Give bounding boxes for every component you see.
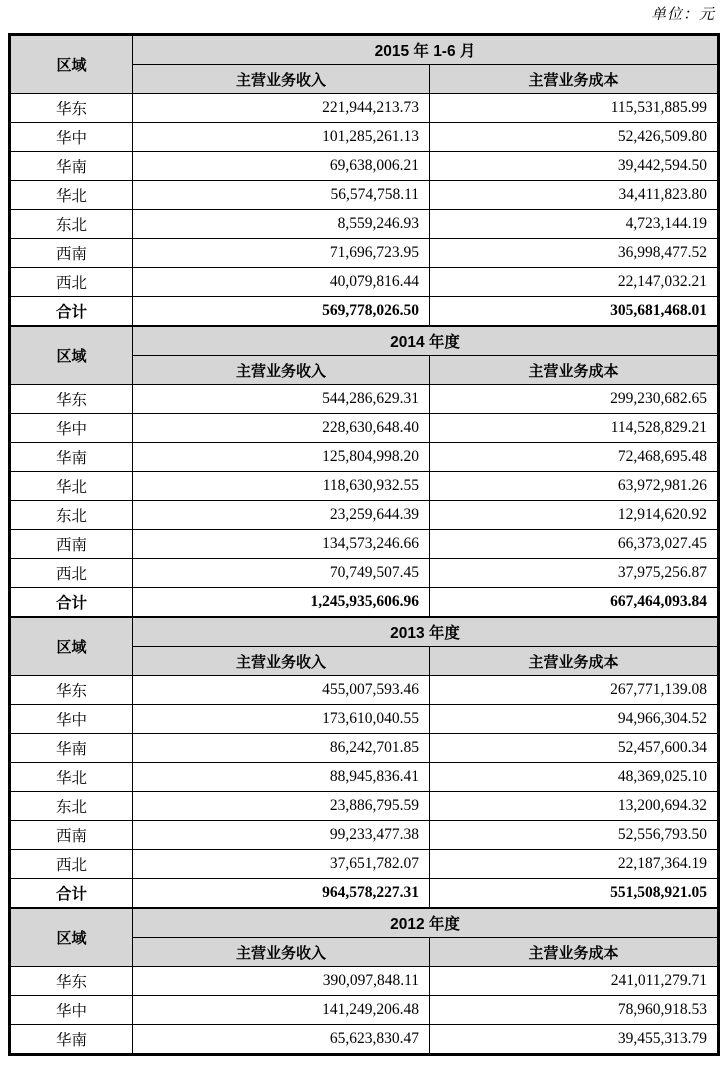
region-cell: 东北 xyxy=(10,501,133,530)
region-cell: 华北 xyxy=(10,472,133,501)
cost-cell: 63,972,981.26 xyxy=(430,472,719,501)
revenue-cell: 86,242,701.85 xyxy=(133,734,430,763)
cost-cell: 22,187,364.19 xyxy=(430,850,719,879)
cost-column-header: 主营业务成本 xyxy=(430,356,719,385)
region-cell: 华中 xyxy=(10,123,133,152)
data-row xyxy=(10,239,719,268)
region-cell: 西南 xyxy=(10,821,133,850)
cost-cell: 34,411,823.80 xyxy=(430,181,719,210)
period-header: 2013 年度 xyxy=(133,617,719,647)
data-row xyxy=(10,385,719,414)
cost-column-header: 主营业务成本 xyxy=(430,647,719,676)
revenue-cell: 228,630,648.40 xyxy=(133,414,430,443)
cost-cell: 52,426,509.80 xyxy=(430,123,719,152)
region-cell: 西南 xyxy=(10,530,133,559)
total-row xyxy=(10,879,719,909)
data-row xyxy=(10,94,719,123)
cost-cell: 12,914,620.92 xyxy=(430,501,719,530)
revenue-cell: 544,286,629.31 xyxy=(133,385,430,414)
revenue-column-header: 主营业务收入 xyxy=(133,65,430,94)
cost-cell: 115,531,885.99 xyxy=(430,94,719,123)
revenue-cell: 71,696,723.95 xyxy=(133,239,430,268)
cost-cell: 551,508,921.05 xyxy=(430,879,719,909)
data-row xyxy=(10,1025,719,1055)
section-header-row xyxy=(10,617,719,647)
region-cell: 东北 xyxy=(10,210,133,239)
revenue-cell: 88,945,836.41 xyxy=(133,763,430,792)
regions-table-body xyxy=(10,35,719,1055)
revenue-cell: 101,285,261.13 xyxy=(133,123,430,152)
regional-financials-table xyxy=(8,33,720,1056)
period-header: 2015 年 1-6 月 xyxy=(133,35,719,65)
period-header: 2012 年度 xyxy=(133,908,719,938)
region-cell: 合计 xyxy=(10,588,133,618)
revenue-cell: 221,944,213.73 xyxy=(133,94,430,123)
section-header-row xyxy=(10,326,719,356)
region-cell: 华中 xyxy=(10,996,133,1025)
cost-cell: 94,966,304.52 xyxy=(430,705,719,734)
revenue-cell: 118,630,932.55 xyxy=(133,472,430,501)
revenue-cell: 141,249,206.48 xyxy=(133,996,430,1025)
revenue-cell: 37,651,782.07 xyxy=(133,850,430,879)
cost-cell: 4,723,144.19 xyxy=(430,210,719,239)
cost-cell: 114,528,829.21 xyxy=(430,414,719,443)
data-row xyxy=(10,792,719,821)
revenue-cell: 70,749,507.45 xyxy=(133,559,430,588)
cost-column-header: 主营业务成本 xyxy=(430,938,719,967)
total-row xyxy=(10,297,719,327)
cost-cell: 66,373,027.45 xyxy=(430,530,719,559)
cost-cell: 48,369,025.10 xyxy=(430,763,719,792)
cost-cell: 305,681,468.01 xyxy=(430,297,719,327)
cost-cell: 267,771,139.08 xyxy=(430,676,719,705)
region-column-header: 区域 xyxy=(10,326,133,385)
cost-cell: 299,230,682.65 xyxy=(430,385,719,414)
revenue-cell: 964,578,227.31 xyxy=(133,879,430,909)
cost-cell: 78,960,918.53 xyxy=(430,996,719,1025)
revenue-cell: 69,638,006.21 xyxy=(133,152,430,181)
region-cell: 东北 xyxy=(10,792,133,821)
data-row xyxy=(10,734,719,763)
revenue-cell: 125,804,998.20 xyxy=(133,443,430,472)
data-row xyxy=(10,268,719,297)
data-row xyxy=(10,443,719,472)
region-cell: 华中 xyxy=(10,705,133,734)
data-row xyxy=(10,123,719,152)
cost-cell: 39,442,594.50 xyxy=(430,152,719,181)
data-row xyxy=(10,414,719,443)
cost-cell: 13,200,694.32 xyxy=(430,792,719,821)
cost-cell: 72,468,695.48 xyxy=(430,443,719,472)
cost-cell: 37,975,256.87 xyxy=(430,559,719,588)
region-cell: 华东 xyxy=(10,385,133,414)
region-cell: 西南 xyxy=(10,239,133,268)
cost-cell: 667,464,093.84 xyxy=(430,588,719,618)
section-header-row xyxy=(10,908,719,938)
region-cell: 西北 xyxy=(10,268,133,297)
data-row xyxy=(10,181,719,210)
cost-cell: 52,457,600.34 xyxy=(430,734,719,763)
data-row xyxy=(10,821,719,850)
region-cell: 华中 xyxy=(10,414,133,443)
revenue-cell: 23,259,644.39 xyxy=(133,501,430,530)
region-cell: 华东 xyxy=(10,676,133,705)
region-cell: 华北 xyxy=(10,763,133,792)
region-cell: 合计 xyxy=(10,297,133,327)
data-row xyxy=(10,763,719,792)
region-cell: 华南 xyxy=(10,734,133,763)
revenue-cell: 40,079,816.44 xyxy=(133,268,430,297)
revenue-cell: 1,245,935,606.96 xyxy=(133,588,430,618)
region-column-header: 区域 xyxy=(10,35,133,94)
cost-cell: 36,998,477.52 xyxy=(430,239,719,268)
revenue-cell: 65,623,830.47 xyxy=(133,1025,430,1055)
region-cell: 西北 xyxy=(10,850,133,879)
cost-cell: 39,455,313.79 xyxy=(430,1025,719,1055)
revenue-cell: 99,233,477.38 xyxy=(133,821,430,850)
cost-cell: 241,011,279.71 xyxy=(430,967,719,996)
region-cell: 华南 xyxy=(10,152,133,181)
region-cell: 华东 xyxy=(10,967,133,996)
region-cell: 华南 xyxy=(10,443,133,472)
revenue-column-header: 主营业务收入 xyxy=(133,647,430,676)
data-row xyxy=(10,967,719,996)
data-row xyxy=(10,850,719,879)
revenue-cell: 390,097,848.11 xyxy=(133,967,430,996)
region-cell: 华东 xyxy=(10,94,133,123)
data-row xyxy=(10,705,719,734)
revenue-cell: 23,886,795.59 xyxy=(133,792,430,821)
data-row xyxy=(10,996,719,1025)
region-cell: 西北 xyxy=(10,559,133,588)
period-header: 2014 年度 xyxy=(133,326,719,356)
revenue-column-header: 主营业务收入 xyxy=(133,938,430,967)
region-cell: 华南 xyxy=(10,1025,133,1055)
data-row xyxy=(10,152,719,181)
cost-column-header: 主营业务成本 xyxy=(430,65,719,94)
revenue-cell: 56,574,758.11 xyxy=(133,181,430,210)
region-column-header: 区域 xyxy=(10,908,133,967)
data-row xyxy=(10,676,719,705)
section-header-row xyxy=(10,35,719,65)
data-row xyxy=(10,559,719,588)
revenue-cell: 173,610,040.55 xyxy=(133,705,430,734)
total-row xyxy=(10,588,719,618)
data-row xyxy=(10,210,719,239)
data-row xyxy=(10,530,719,559)
region-cell: 合计 xyxy=(10,879,133,909)
revenue-column-header: 主营业务收入 xyxy=(133,356,430,385)
cost-cell: 22,147,032.21 xyxy=(430,268,719,297)
revenue-cell: 8,559,246.93 xyxy=(133,210,430,239)
region-cell: 华北 xyxy=(10,181,133,210)
data-row xyxy=(10,501,719,530)
unit-label: 单位：元 xyxy=(650,7,715,23)
region-column-header: 区域 xyxy=(10,617,133,676)
cost-cell: 52,556,793.50 xyxy=(430,821,719,850)
revenue-cell: 134,573,246.66 xyxy=(133,530,430,559)
revenue-cell: 569,778,026.50 xyxy=(133,297,430,327)
data-row xyxy=(10,472,719,501)
revenue-cell: 455,007,593.46 xyxy=(133,676,430,705)
